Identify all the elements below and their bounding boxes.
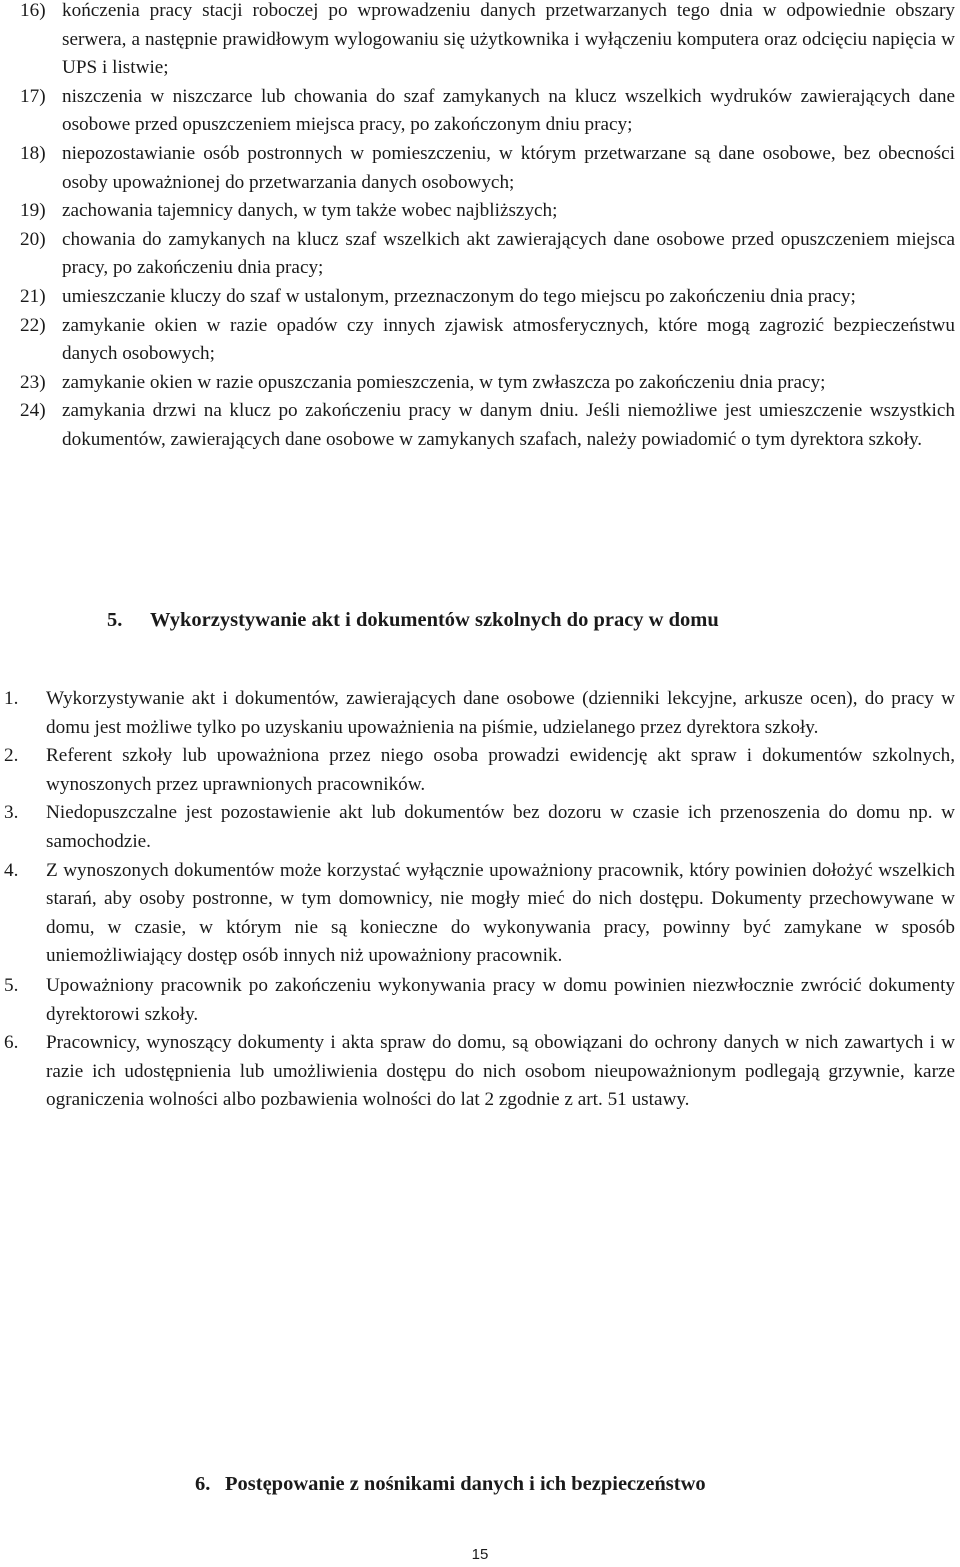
item-text: umieszczanie kluczy do szaf w ustalonym, przeznaczonym do tego miejscu po zakończeniu dnia pracy; (62, 285, 856, 307)
item-text: Upoważniony pracownik po zakończeniu wykonywania pracy w domu powinien niezwłocznie zwrócić dokumenty dyrektorowi szkoły. (46, 974, 955, 1025)
home-work-rules-list (4, 685, 955, 1115)
list-item (20, 0, 955, 83)
item-number: 17) (20, 85, 46, 107)
item-number: 20) (20, 228, 46, 250)
section-title: Postępowanie z nośnikami danych i ich bezpieczeństwo (225, 1473, 706, 1495)
item-number: 3. (4, 802, 19, 824)
list-item (20, 312, 955, 369)
item-number: 1. (4, 688, 19, 709)
list-item (4, 972, 955, 1029)
item-number: 16) (20, 0, 46, 21)
list-item (4, 742, 955, 799)
item-text: zachowania tajemnicy danych, w tym także wobec najbliższych; (62, 200, 558, 222)
section-heading (107, 606, 719, 634)
section-heading (195, 1470, 706, 1498)
list-item (20, 83, 955, 140)
item-text: Pracownicy, wynoszący dokumenty i akta spraw do domu, są obowiązani do ochrony danych w nich zawartych i w razie ich udostępnienia lub umożliwienia dostępu do nich osobom nieupoważnionym podlegają grzywnie, karze ograniczenia wolności albo pozbawienia wolności do lat 2 zgodnie z art. 51 ustawy. (46, 1032, 955, 1111)
list-item (20, 397, 955, 454)
item-number: 24) (20, 400, 46, 422)
section-number: 6. (195, 1473, 211, 1495)
item-text: chowania do zamykanych na klucz szaf wszelkich akt zawierających dane osobowe przed opuszczeniem miejsca pracy, po zakończeniu dnia pracy; (62, 228, 955, 279)
page-number: 15 (471, 1546, 489, 1563)
item-number: 21) (20, 285, 46, 307)
item-text: Niedopuszczalne jest pozostawienie akt lub dokumentów bez dozoru w czasie ich przenoszenia do domu np. w samochodzie. (46, 802, 955, 852)
item-text: zamykanie okien w razie opadów czy innych zjawisk atmosferycznych, które mogą zagrozić bezpieczeństwu danych osobowych; (62, 314, 955, 365)
item-number: 5. (4, 974, 19, 996)
item-number: 6. (4, 1032, 19, 1054)
item-text: Z wynoszonych dokumentów może korzystać wyłącznie upoważniony pracownik, który powinien dołożyć wszelkich starań, aby osoby postronne, w tym domownicy, nie mogły mieć do nich dostępu. Dokumenty przechowywane w domu, w czasie, w którym nie są konieczne do wykonywania pracy, powinny być zamykane w sposób uniemożliwiający dostęp osób innych niż upoważniony pracownik. (46, 859, 955, 967)
item-text: zamykania drzwi na klucz po zakończeniu pracy w danym dniu. Jeśli niemożliwe jest umieszczenie wszystkich dokumentów, zawierających dane osobowe w zamykanych szafach, należy powiadomić o tym dyrektora szkoły. (62, 400, 955, 450)
section-title: Wykorzystywanie akt i dokumentów szkolnych do pracy w domu (150, 609, 719, 631)
item-number: 23) (20, 371, 46, 393)
list-item (4, 1029, 955, 1115)
list-item (4, 857, 955, 971)
item-text: kończenia pracy stacji roboczej po wprowadzeniu danych przetwarzanych tego dnia w odpowiednie obszary serwera, a następnie prawidłowym wylogowaniu się użytkownika i wyłączeniu komputera oraz odcięciu napięcia w UPS i listwie; (62, 0, 955, 79)
list-item (4, 799, 955, 856)
item-number: 18) (20, 142, 46, 164)
item-text: zamykanie okien w razie opuszczania pomieszczenia, w tym zwłaszcza po zakończeniu dnia pracy; (62, 371, 826, 393)
section-number: 5. (107, 609, 123, 631)
list-item (20, 283, 955, 312)
list-item (20, 369, 955, 398)
item-text: Referent szkoły lub upoważniona przez niego osoba prowadzi ewidencję akt spraw i dokumentów szkolnych, wynoszonych przez uprawnionych pracowników. (46, 745, 955, 795)
duties-list (20, 0, 955, 455)
list-item (4, 685, 955, 742)
item-number: 19) (20, 200, 46, 222)
item-text: Wykorzystywanie akt i dokumentów, zawierających dane osobowe (dzienniki lekcyjne, arkusze ocen), do pracy w domu jest możliwe tylko po uzyskaniu upoważnienia na piśmie, udzielanego przez dyrektora szkoły. (46, 688, 955, 738)
item-number: 2. (4, 745, 19, 767)
item-text: niszczenia w niszczarce lub chowania do szaf zamykanych na klucz wszelkich wydruków zawierających dane osobowe przed opuszczeniem miejsca pracy, po zakończonym dniu pracy; (62, 85, 955, 136)
list-item (20, 140, 955, 197)
item-number: 22) (20, 314, 46, 336)
list-item (20, 197, 955, 226)
list-item (20, 226, 955, 283)
item-text: niepozostawianie osób postronnych w pomieszczeniu, w którym przetwarzane są dane osobowe, bez obecności osoby upoważnionej do przetwarzania danych osobowych; (62, 142, 955, 193)
item-number: 4. (4, 859, 19, 881)
